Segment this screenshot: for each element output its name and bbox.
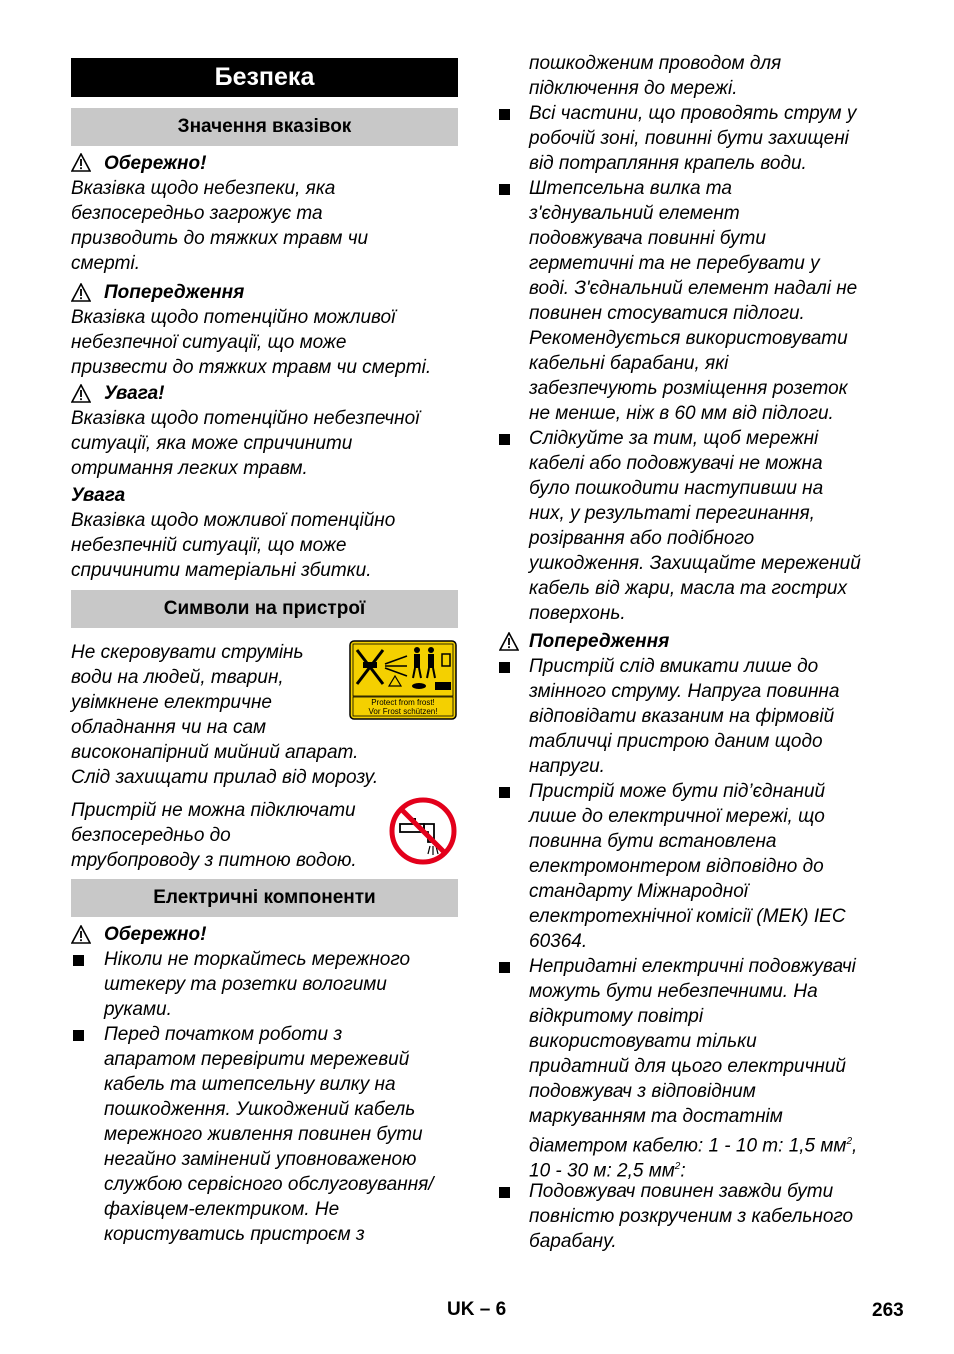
text-line: мережного живлення повинен бути — [104, 1124, 423, 1145]
text-line: ситуації, яка може спричинити — [71, 433, 353, 454]
text-line: апаратом перевірити мережевий — [104, 1049, 410, 1070]
bullet-marker — [499, 1187, 510, 1198]
bullet-marker — [499, 962, 510, 973]
text-line: безпосередньо до — [71, 825, 231, 846]
superscript: 2 — [846, 1136, 852, 1147]
bullet-marker — [499, 787, 510, 798]
text-line: руками. — [104, 999, 172, 1020]
text-line: Всі частини, що проводять струм у — [529, 103, 857, 124]
text-span: , — [852, 1135, 858, 1157]
text-line: стандарту Міжнародної — [529, 881, 748, 902]
text-line: Не скеровувати струмінь — [71, 642, 304, 663]
warning-triangle-icon — [499, 632, 519, 651]
text-line: смерті. — [71, 253, 140, 274]
text-line: повинна бути встановлена — [529, 831, 777, 852]
text-line: поверхонь. — [529, 603, 626, 624]
warning-title-warning: Попередження — [104, 282, 245, 303]
text-line: Подовжувач повинен завжди бути — [529, 1181, 834, 1202]
text-line: Слідкуйте за тим, щоб мережні — [529, 428, 819, 449]
label-text-line2: Vor Frost schützen! — [368, 707, 438, 716]
section-heading-notes: Значення вказівок — [71, 108, 458, 146]
text-line: кабелі або подовжувачі не можна — [529, 453, 823, 474]
text-line: електромонтером відповідно до — [529, 856, 824, 877]
text-line: відкритому повітрі — [529, 1006, 704, 1027]
text-line: напруги. — [529, 756, 605, 777]
text-line: Ніколи не торкайтесь мережного — [104, 949, 411, 970]
superscript: 2 — [674, 1161, 681, 1172]
text-span: діаметром кабелю: 1 - 10 т: 1,5 мм — [529, 1135, 847, 1157]
bullet-marker — [499, 434, 510, 445]
text-line: трубопроводу з питною водою. — [71, 850, 357, 871]
text-line: користуватись пристроєм з — [104, 1224, 365, 1245]
text-line: від потрапляння крапель води. — [529, 153, 807, 174]
text-line: увімкнене електричне — [71, 692, 272, 713]
text-line: барабану. — [529, 1231, 617, 1252]
text-span: : — [680, 1160, 686, 1182]
text-line: обладнання чи на сам — [71, 717, 267, 738]
warning-title-danger: Обережно! — [104, 924, 207, 945]
text-line: негайно замінений уповноваженою — [104, 1149, 417, 1170]
text-line: придатний для цього електричний — [529, 1056, 846, 1077]
text-line: них, у результаті перегинання, — [529, 503, 815, 524]
text-line: змінного струму. Напруга повинна — [529, 681, 840, 702]
text-line: води на людей, тварин, — [71, 667, 284, 688]
text-line: штекеру та розетки вологими — [104, 974, 387, 995]
text-line: Вказівка щодо потенційно можливої — [71, 307, 396, 328]
text-line: кабель та штепсельну вилку на — [104, 1074, 396, 1095]
text-line: спричинити матеріальні збитки. — [71, 560, 372, 581]
text-line: кабельні барабани, які — [529, 353, 729, 374]
warning-title-danger: Обережно! — [104, 153, 207, 174]
bullet-marker — [499, 184, 510, 195]
section-heading-symbols: Символи на пристрої — [71, 590, 458, 628]
text-line: маркуванням та достатнім — [529, 1106, 783, 1127]
text-line: було пошкодити наступивши на — [529, 478, 824, 499]
warning-title-caution: Увага! — [104, 383, 165, 404]
warning-title-warning: Попередження — [529, 631, 670, 652]
text-line: подовжувача повинні бути — [529, 228, 766, 249]
text-line: забезпечують розміщення розеток — [529, 378, 848, 399]
text-line: фахівцем-електриком. Не — [104, 1199, 340, 1220]
section-heading-electrical: Електричні компоненти — [71, 879, 458, 917]
device-safety-label — [349, 640, 457, 720]
text-span: 10 - 30 м: 2,5 мм — [529, 1160, 675, 1182]
text-line: безпосередньо загрожує та — [71, 203, 323, 224]
text-line: Слід захищати прилад від морозу. — [71, 767, 379, 788]
warning-triangle-icon — [71, 283, 91, 302]
text-line: герметичні та не перебувати у — [529, 253, 820, 274]
text-line: високонапірний мийний апарат. — [71, 742, 359, 763]
text-line: з'єднувальний елемент — [529, 203, 740, 224]
text-line: кабель від жари, масла та гострих — [529, 578, 847, 599]
text-line: службою сервісного обслуговування/ — [104, 1174, 434, 1195]
text-line: Вказівка щодо потенційно небезпечної — [71, 408, 420, 429]
no-drinking-water-connection-icon — [388, 796, 458, 866]
text-line: повністю розкрученим з кабельного — [529, 1206, 854, 1227]
bullet-marker — [499, 109, 510, 120]
text-line: Перед початком роботи з — [104, 1024, 343, 1045]
text-line: Вказівка щодо небезпеки, яка — [71, 178, 336, 199]
text-line: воді. З'єднальний елемент надалі не — [529, 278, 858, 299]
bullet-marker — [499, 662, 510, 673]
page-number: 263 — [872, 1300, 904, 1321]
text-line: Штепсельна вилка та — [529, 178, 732, 199]
text-line: Пристрій може бути під’єднаний — [529, 781, 826, 802]
page-label: UK – 6 — [447, 1299, 507, 1320]
text-line: Пристрій не можна підключати — [71, 800, 356, 821]
warning-title-notice: Увага — [71, 485, 126, 506]
text-line: небезпечній ситуації, що може — [71, 535, 347, 556]
text-line: ушкодження. Захищайте мережений — [529, 553, 861, 574]
label-text-line1: Protect from frost! — [371, 698, 435, 707]
text-line: робочій зоні, повинні бути захищені — [529, 128, 849, 149]
text-line: подовжувач з відповідним — [529, 1081, 756, 1102]
text-line: Вказівка щодо можливої потенційно — [71, 510, 396, 531]
text-line: повинен стосуватися підлоги. — [529, 303, 805, 324]
text-line: пошкодження. Ушкоджений кабель — [104, 1099, 416, 1120]
text-line: призвести до тяжких травм чи смерті. — [71, 357, 432, 378]
warning-triangle-icon — [71, 925, 91, 944]
text-line: отримання легких травм. — [71, 458, 308, 479]
text-line: підключення до мережі. — [529, 78, 738, 99]
text-line: розірвання або подібного — [529, 528, 755, 549]
text-line: 60364. — [529, 931, 588, 952]
text-line: Пристрій слід вмикати лише до — [529, 656, 819, 677]
bullet-marker — [73, 1030, 84, 1041]
text-line: лише до електричної мережі, що — [529, 806, 825, 827]
text-line: небезпечної ситуації, що може — [71, 332, 347, 353]
text-line: електротехнічної комісії (МЕК) IEC — [529, 906, 846, 927]
text-line: не менше, ніж в 60 мм від підлоги. — [529, 403, 834, 424]
warning-triangle-icon — [71, 153, 91, 172]
text-line: Непридатні електричні подовжувачі — [529, 956, 856, 977]
warning-triangle-icon — [71, 384, 91, 403]
text-line: відповідати вказаним на фірмовій — [529, 706, 835, 727]
text-line: використовувати тільки — [529, 1031, 757, 1052]
text-line: Рекомендується використовувати — [529, 328, 848, 349]
text-line: призводить до тяжких травм чи — [71, 228, 369, 249]
text-line: пошкодженим проводом для — [529, 53, 782, 74]
text-line: можуть бути небезпечними. На — [529, 981, 818, 1002]
page-title: Безпека — [71, 58, 458, 97]
text-line: табличці пристрою даним щодо — [529, 731, 823, 752]
bullet-marker — [73, 955, 84, 966]
